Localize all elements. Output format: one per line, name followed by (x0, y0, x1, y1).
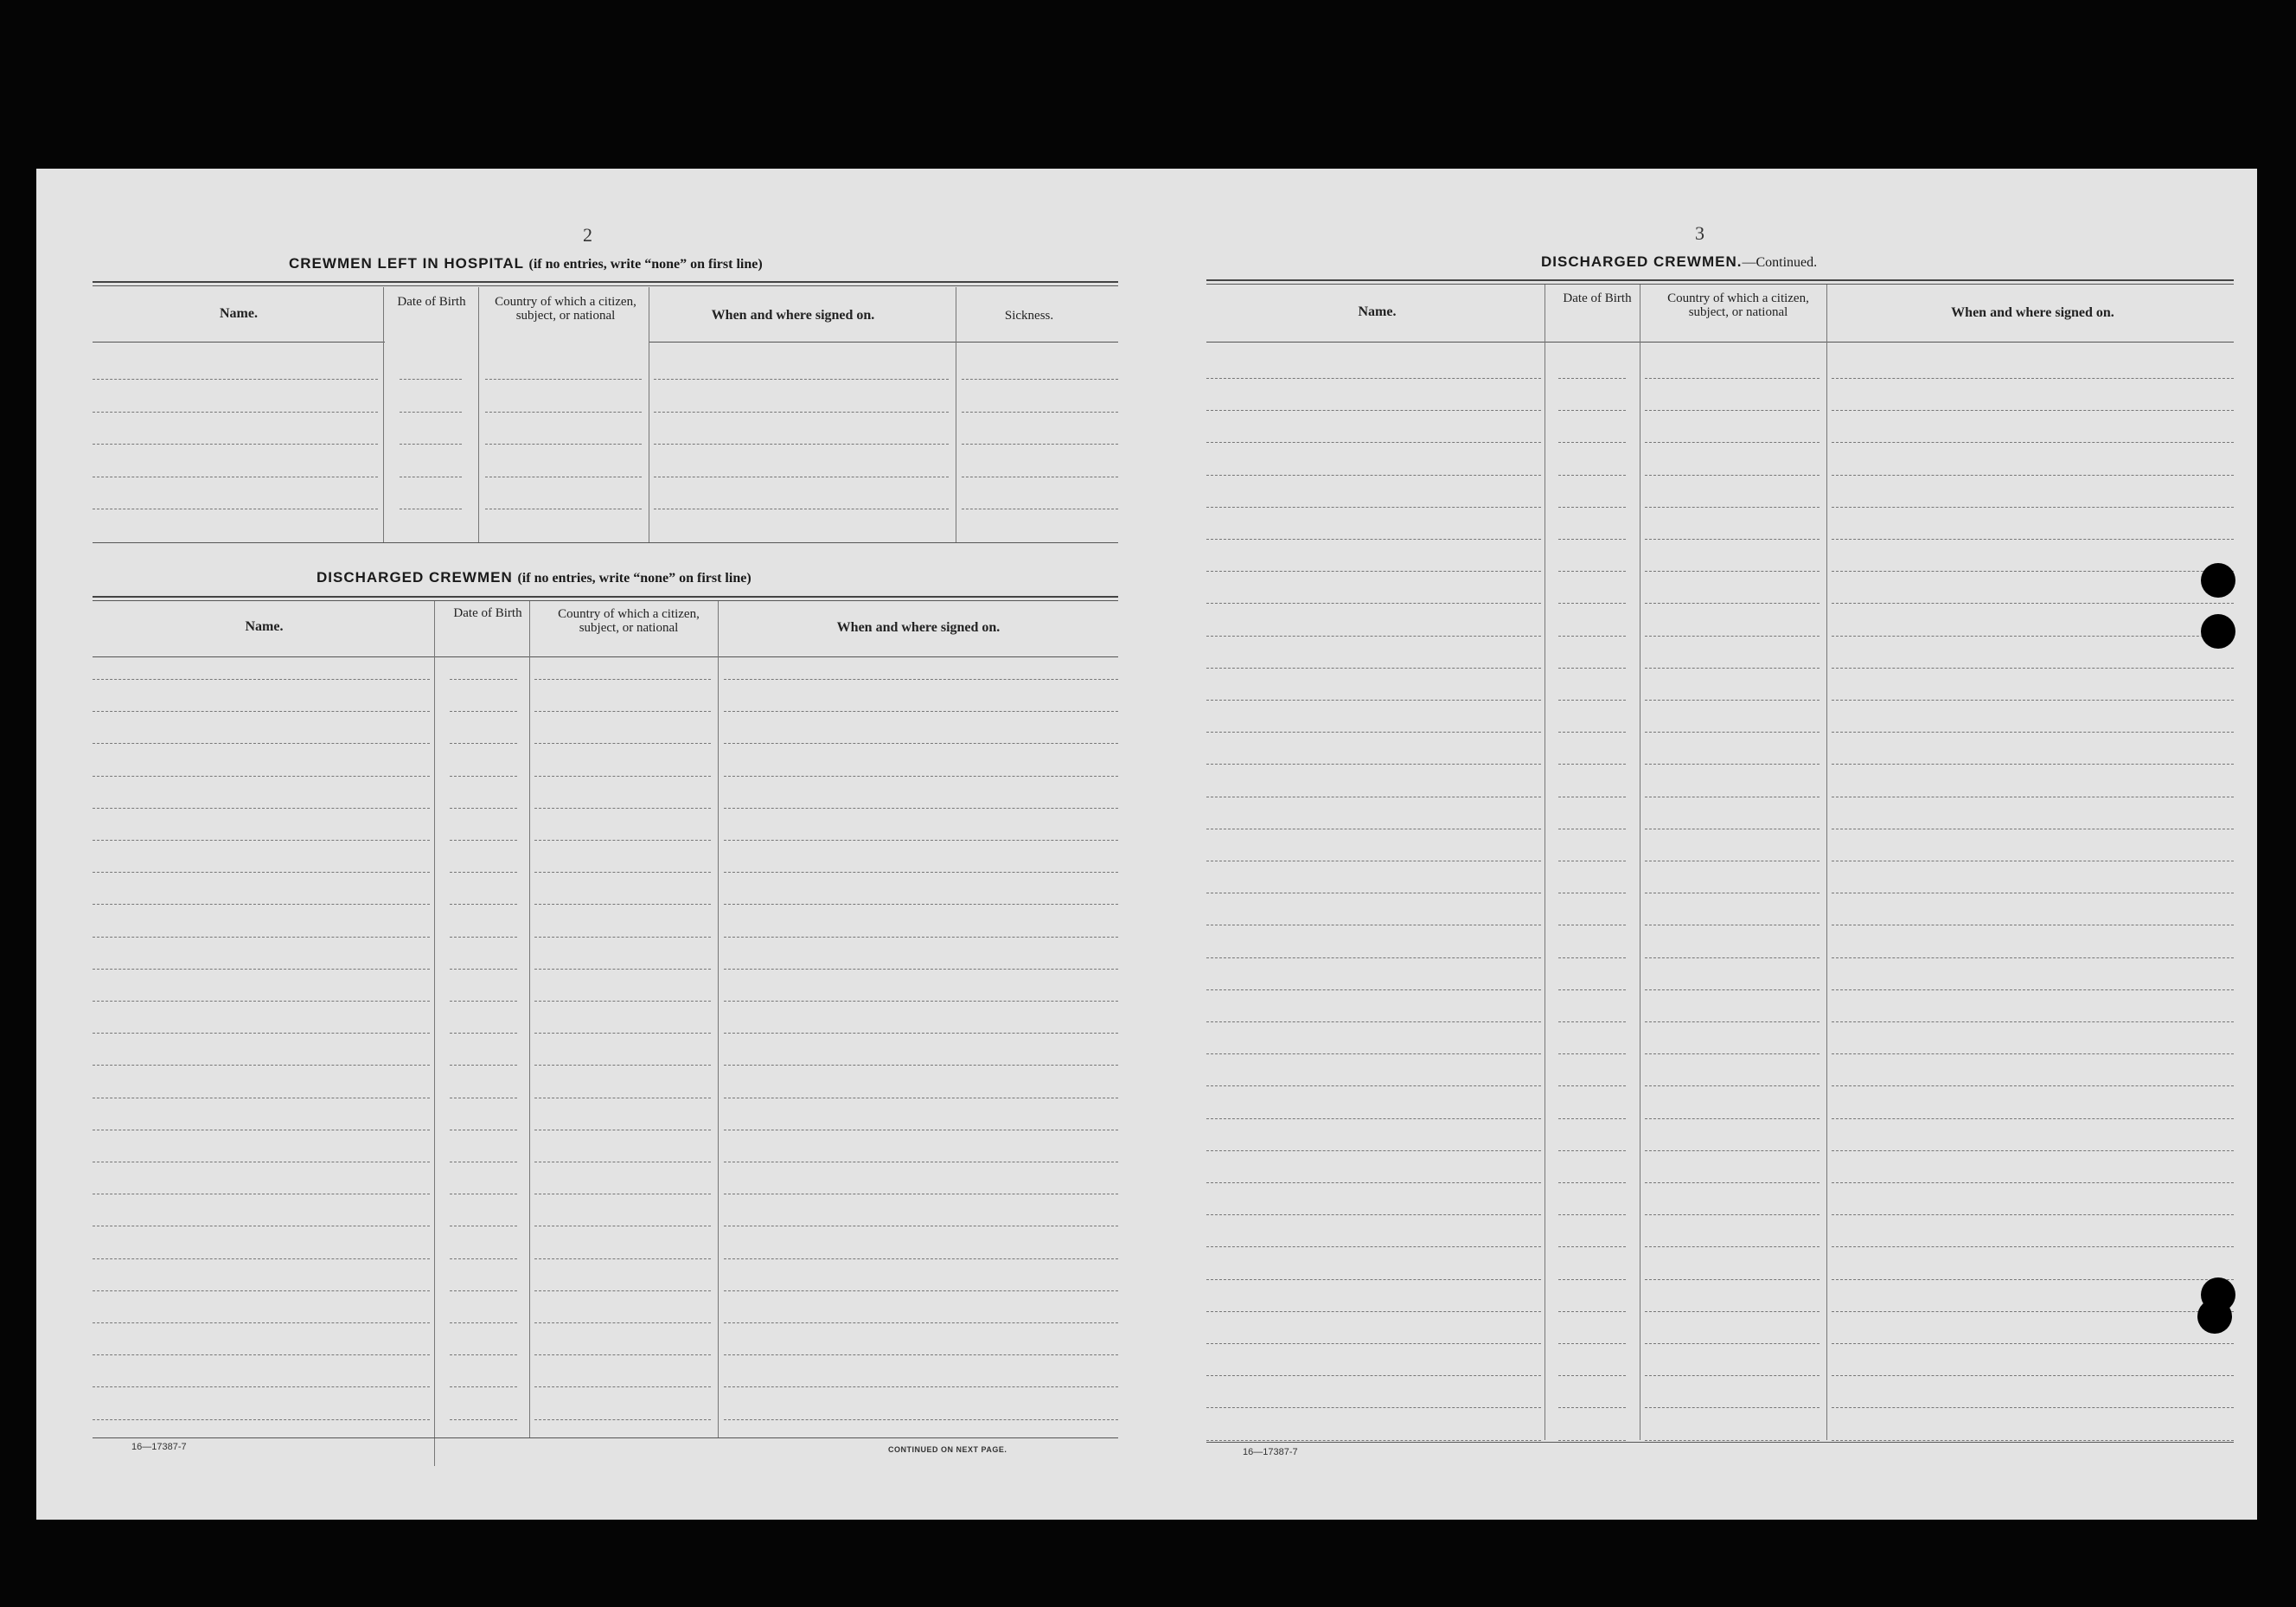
form-row-line (1558, 1311, 1626, 1312)
punch-hole-4 (2197, 1299, 2232, 1334)
form-row-line (1832, 442, 2234, 443)
form-row-line (450, 1290, 517, 1291)
form-row-line (1832, 700, 2234, 701)
form-row-line (1832, 668, 2234, 669)
form-row-line (1832, 1440, 2234, 1441)
form-row-line (1832, 603, 2234, 604)
form-row-line (1206, 1118, 1541, 1119)
form-row-line (724, 1322, 1118, 1323)
discharged-section-title (317, 569, 751, 586)
form-row-line (1206, 1440, 1541, 1441)
form-row-line (1206, 603, 1541, 604)
form-row-line (534, 872, 711, 873)
hospital-title-note: (if no entries, write “none” on first line) (528, 257, 763, 272)
form-row-line (93, 808, 430, 809)
form-row-line (93, 1386, 430, 1387)
form-row-line (1832, 539, 2234, 540)
discharged-top-rule (93, 596, 1118, 598)
form-row-line (1206, 475, 1541, 476)
discharged-col-signed-on: When and where signed on. (836, 620, 1001, 635)
continued-on-next-page: CONTINUED ON NEXT PAGE. (888, 1445, 1007, 1454)
form-row-line (534, 808, 711, 809)
page-number-left: 2 (583, 224, 592, 246)
form-row-line (450, 776, 517, 777)
form-row-line (1832, 1053, 2234, 1054)
form-row-line (1558, 410, 1626, 411)
form-row-line (724, 1386, 1118, 1387)
form-row-line (400, 412, 462, 413)
form-row-line (534, 1290, 711, 1291)
form-row-line (1558, 636, 1626, 637)
form-row-line (534, 776, 711, 777)
form-row-line (1558, 1182, 1626, 1183)
form-row-line (1558, 1053, 1626, 1054)
form-row-line (93, 1419, 430, 1420)
form-row-line (93, 379, 378, 380)
form-row-line (1558, 1440, 1626, 1441)
form-row-line (1645, 378, 1820, 379)
form-row-line (534, 904, 711, 905)
hospital-top-rule-2 (93, 285, 1118, 286)
form-row-line (93, 743, 430, 744)
form-row-line (1206, 410, 1541, 411)
form-row-line (534, 1065, 711, 1066)
form-row-line (1645, 700, 1820, 701)
form-row-line (1206, 1021, 1541, 1022)
form-row-line (724, 872, 1118, 873)
form-row-line (1558, 1407, 1626, 1408)
right-bottom-rule (1206, 1442, 2234, 1443)
form-row-line (1832, 1375, 2234, 1376)
form-row-line (93, 1258, 430, 1259)
form-row-line (534, 679, 711, 680)
form-row-line (1645, 1311, 1820, 1312)
form-row-line (450, 904, 517, 905)
form-row-line (1206, 1407, 1541, 1408)
form-row-line (534, 1386, 711, 1387)
form-row-line (1645, 1118, 1820, 1119)
discharged-col-dob: Date of Birth (453, 606, 522, 620)
form-row-line (534, 1001, 711, 1002)
form-row-line (1645, 1440, 1820, 1441)
form-row-line (1645, 1246, 1820, 1247)
right-col-country: Country of which a citizen, subject, or national (1667, 291, 1809, 319)
form-row-line (1832, 507, 2234, 508)
form-row-line (1206, 442, 1541, 443)
form-row-line (1206, 732, 1541, 733)
form-row-line (1206, 989, 1541, 990)
form-row-line (1832, 1150, 2234, 1151)
form-row-line (962, 412, 1118, 413)
form-row-line (1558, 1021, 1626, 1022)
form-row-line (1206, 1085, 1541, 1086)
right-header-rule (1206, 342, 2234, 343)
form-row-line (1206, 668, 1541, 669)
form-row-line (654, 412, 949, 413)
form-row-line (534, 1354, 711, 1355)
hospital-col-sickness: Sickness. (1004, 309, 1054, 323)
form-row-line (400, 444, 462, 445)
form-row-line (93, 872, 430, 873)
right-col-name: Name. (1358, 304, 1397, 319)
discharged-col-name: Name. (245, 619, 284, 634)
form-row-line (1206, 1375, 1541, 1376)
form-row-line (1558, 957, 1626, 958)
form-row-line (1645, 1279, 1820, 1280)
form-row-line (724, 969, 1118, 970)
form-row-line (724, 1033, 1118, 1034)
form-row-line (1832, 732, 2234, 733)
form-row-line (1558, 378, 1626, 379)
form-row-line (93, 1001, 430, 1002)
form-row-line (1645, 1214, 1820, 1215)
form-row-line (724, 1290, 1118, 1291)
form-row-line (93, 1065, 430, 1066)
form-row-line (450, 1258, 517, 1259)
form-row-line (93, 969, 430, 970)
hospital-col-sep-1 (383, 287, 384, 542)
discharged-continued-suffix: —Continued. (1742, 255, 1818, 270)
right-col-signed-on: When and where signed on. (1951, 305, 2114, 320)
form-row-line (724, 743, 1118, 744)
form-row-line (93, 711, 430, 712)
form-number-right: 16—17387-7 (1243, 1447, 1298, 1457)
form-row-line (1558, 475, 1626, 476)
form-row-line (450, 969, 517, 970)
form-row-line (724, 937, 1118, 938)
form-row-line (1832, 571, 2234, 572)
form-row-line (450, 937, 517, 938)
form-row-line (1645, 989, 1820, 990)
form-row-line (1645, 571, 1820, 572)
form-row-line (1206, 700, 1541, 701)
form-row-line (93, 679, 430, 680)
form-row-line (1206, 1311, 1541, 1312)
form-row-line (1558, 732, 1626, 733)
form-row-line (1832, 1407, 2234, 1408)
form-row-line (1832, 1085, 2234, 1086)
hospital-col-signed-on: When and where signed on. (711, 308, 875, 323)
form-row-line (400, 379, 462, 380)
form-row-line (1558, 1214, 1626, 1215)
form-row-line (1206, 764, 1541, 765)
form-row-line (1645, 410, 1820, 411)
form-row-line (724, 776, 1118, 777)
form-row-line (1832, 989, 2234, 990)
discharged-continued-title (1541, 253, 1817, 271)
form-row-line (1206, 957, 1541, 958)
right-col-dob: Date of Birth (1563, 291, 1632, 305)
punch-hole-1 (2201, 563, 2235, 598)
form-row-line (1558, 700, 1626, 701)
form-row-line (1645, 636, 1820, 637)
discharged-top-rule-2 (93, 600, 1118, 601)
form-row-line (450, 679, 517, 680)
form-row-line (450, 840, 517, 841)
form-row-line (1206, 378, 1541, 379)
form-row-line (1206, 1182, 1541, 1183)
form-row-line (1832, 1311, 2234, 1312)
form-row-line (1645, 539, 1820, 540)
form-row-line (93, 1354, 430, 1355)
form-row-line (93, 1290, 430, 1291)
form-row-line (1645, 475, 1820, 476)
form-row-line (724, 1354, 1118, 1355)
form-row-line (724, 711, 1118, 712)
form-row-line (1206, 507, 1541, 508)
form-row-line (1206, 1246, 1541, 1247)
form-row-line (1558, 1279, 1626, 1280)
form-row-line (1645, 1150, 1820, 1151)
form-row-line (654, 444, 949, 445)
discharged-col-country: Country of which a citizen, subject, or national (558, 607, 700, 635)
form-row-line (1645, 764, 1820, 765)
form-row-line (1832, 410, 2234, 411)
form-row-line (93, 776, 430, 777)
form-row-line (1558, 1375, 1626, 1376)
form-row-line (485, 444, 642, 445)
form-row-line (1645, 668, 1820, 669)
form-row-line (1558, 507, 1626, 508)
discharged-continued-text: DISCHARGED CREWMEN. (1541, 253, 1743, 270)
form-row-line (724, 808, 1118, 809)
page-number-right: 3 (1695, 222, 1704, 244)
form-row-line (1558, 989, 1626, 990)
form-row-line (1645, 442, 1820, 443)
form-row-line (534, 1258, 711, 1259)
form-row-line (1645, 1343, 1820, 1344)
form-row-line (1558, 1085, 1626, 1086)
form-row-line (1832, 378, 2234, 379)
form-row-line (450, 808, 517, 809)
form-row-line (450, 1322, 517, 1323)
hospital-col-name: Name. (220, 306, 258, 321)
form-row-line (93, 937, 430, 938)
form-row-line (450, 1354, 517, 1355)
discharged-col-sep-1 (434, 601, 435, 1466)
form-row-line (1206, 636, 1541, 637)
form-row-line (1832, 1343, 2234, 1344)
discharged-col-sep-3 (718, 601, 719, 1437)
form-row-line (534, 711, 711, 712)
form-row-line (450, 743, 517, 744)
form-row-line (534, 1033, 711, 1034)
form-row-line (654, 379, 949, 380)
form-row-line (1206, 1214, 1541, 1215)
form-row-line (1558, 603, 1626, 604)
form-number-left: 16—17387-7 (131, 1442, 187, 1452)
form-row-line (962, 379, 1118, 380)
form-row-line (1206, 1279, 1541, 1280)
form-row-line (1558, 571, 1626, 572)
hospital-title-text: CREWMEN LEFT IN HOSPITAL (289, 255, 524, 272)
form-row-line (1558, 539, 1626, 540)
form-row-line (1206, 571, 1541, 572)
form-row-line (450, 1001, 517, 1002)
form-row-line (1558, 1150, 1626, 1151)
form-row-line (724, 1001, 1118, 1002)
hospital-header-rule-a (93, 342, 385, 343)
form-row-line (1558, 1118, 1626, 1119)
form-row-line (450, 1033, 517, 1034)
form-row-line (1832, 1021, 2234, 1022)
form-row-line (1558, 442, 1626, 443)
form-row-line (1206, 1053, 1541, 1054)
form-row-line (724, 679, 1118, 680)
form-row-line (1832, 957, 2234, 958)
form-row-line (93, 444, 378, 445)
form-row-line (450, 1386, 517, 1387)
form-row-line (1558, 764, 1626, 765)
form-row-line (534, 840, 711, 841)
form-row-line (93, 1322, 430, 1323)
form-row-line (534, 1419, 711, 1420)
hospital-col-sep-2 (478, 287, 479, 542)
form-row-line (450, 1065, 517, 1066)
hospital-bottom-rule (93, 542, 1118, 543)
form-row-line (1645, 957, 1820, 958)
form-row-line (1645, 1053, 1820, 1054)
form-row-line (1645, 1182, 1820, 1183)
form-row-line (962, 444, 1118, 445)
form-row-line (1645, 1407, 1820, 1408)
form-row-line (1558, 1246, 1626, 1247)
form-row-line (534, 937, 711, 938)
hospital-section-title (289, 255, 763, 272)
discharged-header-rule (93, 656, 1118, 657)
form-row-line (450, 711, 517, 712)
form-row-line (724, 1065, 1118, 1066)
form-row-line (450, 872, 517, 873)
form-row-line (1558, 668, 1626, 669)
form-row-line (534, 1322, 711, 1323)
hospital-col-dob: Date of Birth (397, 295, 466, 309)
form-row-line (93, 840, 430, 841)
form-row-line (1832, 764, 2234, 765)
form-row-line (1645, 1085, 1820, 1086)
form-row-line (485, 379, 642, 380)
form-row-line (1645, 1021, 1820, 1022)
hospital-top-rule (93, 281, 1118, 283)
form-row-line (1832, 636, 2234, 637)
form-row-line (1832, 475, 2234, 476)
hospital-header-rule-b (649, 342, 1118, 343)
right-top-rule-2 (1206, 284, 2234, 285)
form-row-line (485, 412, 642, 413)
form-row-line (1832, 1246, 2234, 1247)
form-row-line (724, 840, 1118, 841)
form-row-line (1558, 1343, 1626, 1344)
form-row-line (93, 904, 430, 905)
form-row-line (1206, 539, 1541, 540)
form-row-line (93, 412, 378, 413)
form-row-line (1832, 1118, 2234, 1119)
right-col-sep-3 (1826, 285, 1827, 1440)
form-sheet (36, 169, 2257, 1520)
discharged-title-text: DISCHARGED CREWMEN (317, 569, 513, 586)
form-row-line (724, 904, 1118, 905)
form-row-line (450, 1419, 517, 1420)
form-row-line (534, 743, 711, 744)
discharged-title-note: (if no entries, write “none” on first line) (517, 571, 751, 586)
discharged-col-sep-2 (529, 601, 530, 1437)
form-row-line (724, 1258, 1118, 1259)
punch-hole-2 (2201, 614, 2235, 649)
form-row-line (1645, 603, 1820, 604)
right-top-rule (1206, 279, 2234, 281)
form-row-line (1645, 1375, 1820, 1376)
form-row-line (93, 1033, 430, 1034)
form-row-line (1832, 1214, 2234, 1215)
discharged-bottom-rule (93, 1437, 1118, 1438)
form-row-line (1206, 1343, 1541, 1344)
hospital-col-country: Country of which a citizen, subject, or national (495, 295, 636, 323)
form-row-line (534, 969, 711, 970)
form-row-line (1645, 732, 1820, 733)
form-row-line (1645, 507, 1820, 508)
form-row-line (724, 1419, 1118, 1420)
form-row-line (1832, 1182, 2234, 1183)
form-row-line (1206, 1150, 1541, 1151)
form-row-line (1832, 1279, 2234, 1280)
